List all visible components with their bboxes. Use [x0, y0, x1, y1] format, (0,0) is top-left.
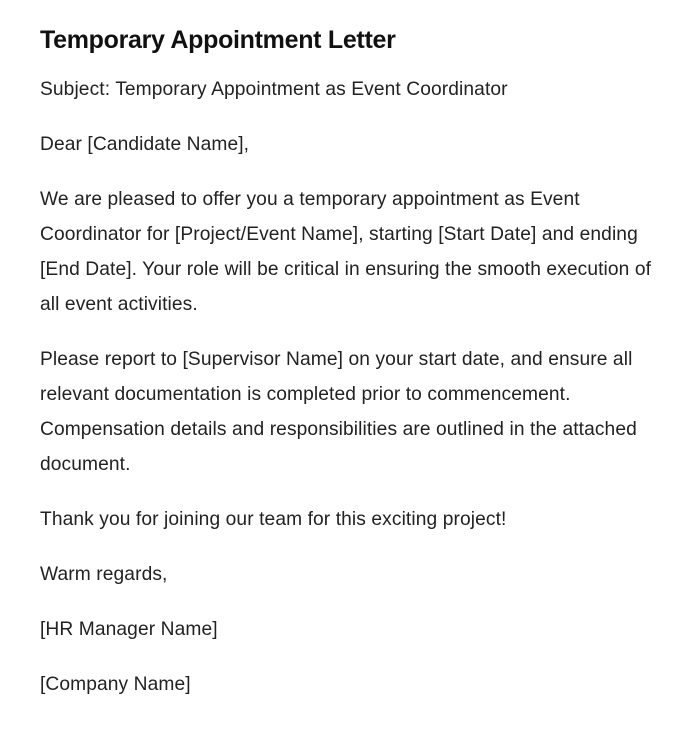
letter-title: Temporary Appointment Letter: [40, 26, 396, 54]
letter-salutation: Dear [Candidate Name],: [40, 134, 250, 155]
letter-body-paragraph-1: We are pleased to offer you a temporary appointment as Event Coordinator for [Project/Event Name], starting [Start Date] and ending [End Date]. Your role will be critical in ensuring the smooth execution of all event activities.: [40, 189, 652, 315]
letter-closing: Warm regards,: [40, 564, 168, 585]
letter-signatory: [HR Manager Name]: [40, 619, 218, 640]
letter-body-paragraph-2: Please report to [Supervisor Name] on your start date, and ensure all relevant documentation is completed prior to commencement. Compensation details and responsibilities are outlined in the attached document.: [40, 349, 637, 475]
letter-company: [Company Name]: [40, 674, 191, 695]
letter-body-paragraph-3: Thank you for joining our team for this exciting project!: [40, 509, 507, 530]
letter-subject: Subject: Temporary Appointment as Event Coordinator: [40, 79, 508, 100]
